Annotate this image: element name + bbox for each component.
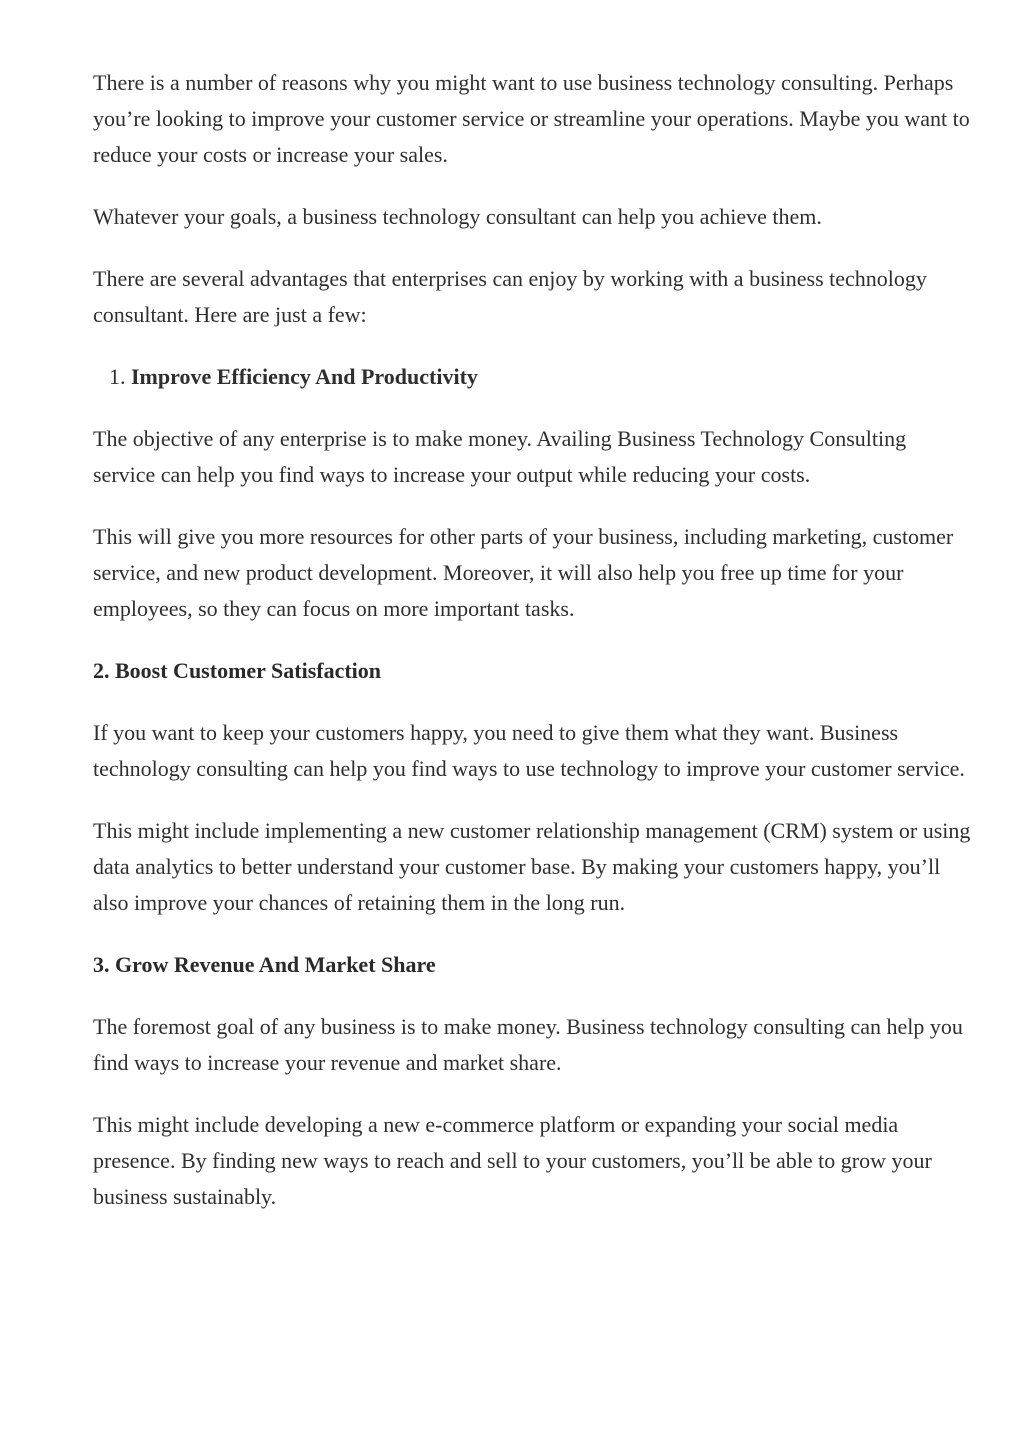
advantages-list <box>93 359 973 395</box>
intro-paragraph: There is a number of reasons why you might want to use business technology consulting. Perhaps you’re looking to improve your customer service or streamline your operations. Maybe you want to reduce your costs or increase your sales. <box>93 70 970 167</box>
intro-paragraph: There are several advantages that enterprises can enjoy by working with a business technology consultant. Here are just a few: <box>93 266 927 327</box>
article-body <box>93 65 973 1241</box>
section-paragraph: The objective of any enterprise is to make money. Availing Business Technology Consulting service can help you find ways to increase your output while reducing your costs. <box>93 426 907 487</box>
section-heading-efficiency: 1. Improve Efficiency And Productivity <box>131 359 973 395</box>
section-paragraph: The foremost goal of any business is to make money. Business technology consulting can help you find ways to increase your revenue and market share. <box>93 1014 963 1075</box>
section-paragraph: This will give you more resources for other parts of your business, including marketing, customer service, and new product development. Moreover, it will also help you free up time for your employees, so they can focus on more important tasks. <box>93 524 954 621</box>
section-paragraph: This might include implementing a new customer relationship management (CRM) system or using data analytics to better understand your customer base. By making your customers happy, you’ll also improve your chances of retaining them in the long run. <box>93 818 971 915</box>
section-paragraph: If you want to keep your customers happy, you need to give them what they want. Business technology consulting can help you find ways to use technology to improve your customer service. <box>93 720 965 781</box>
section-heading-customer-satisfaction: 2. Boost Customer Satisfaction <box>93 658 382 683</box>
intro-paragraph: Whatever your goals, a business technology consultant can help you achieve them. <box>93 204 822 229</box>
section-heading-revenue: 3. Grow Revenue And Market Share <box>93 952 436 977</box>
section-paragraph: This might include developing a new e-commerce platform or expanding your social media presence. By finding new ways to reach and sell to your customers, you’ll be able to grow your business sustainably. <box>93 1112 932 1209</box>
